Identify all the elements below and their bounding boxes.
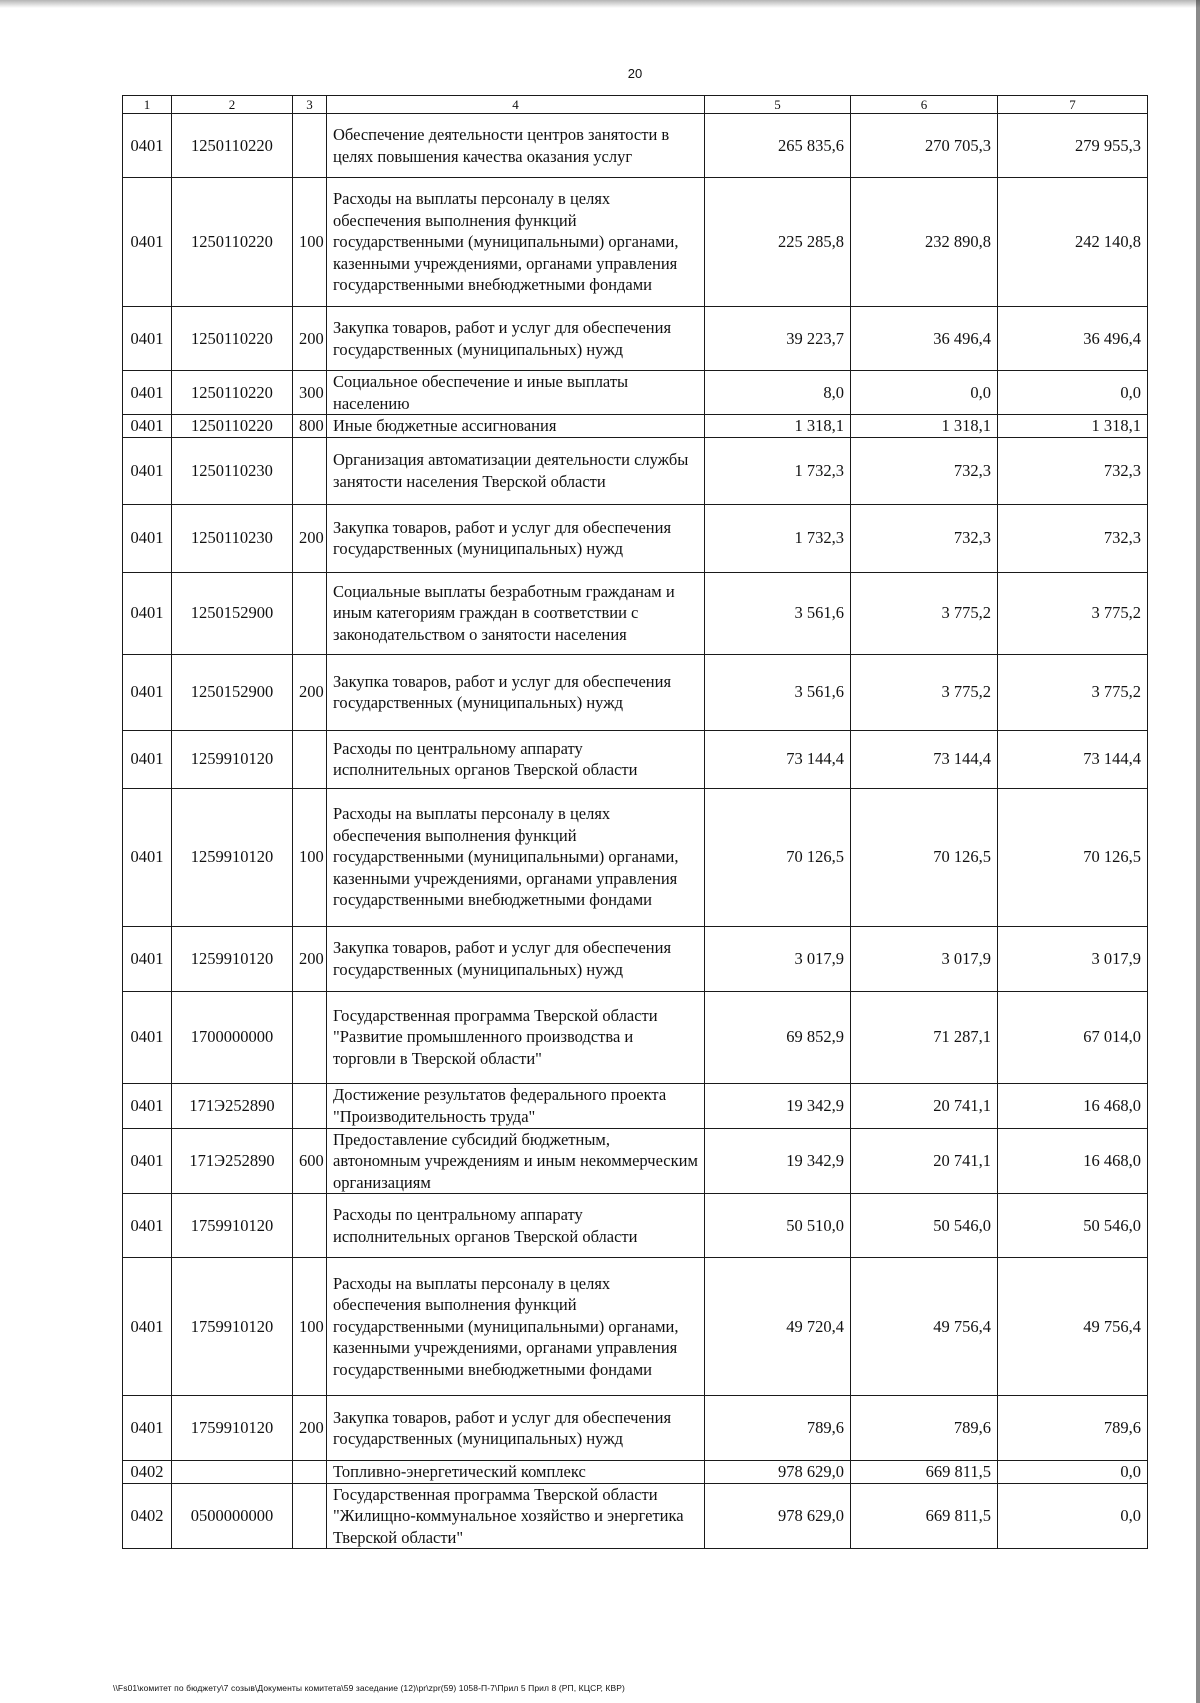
row-name: Топливно-энергетический комплекс (327, 1461, 705, 1484)
row-value-col6: 1 318,1 (851, 415, 998, 438)
row-value-col5: 19 342,9 (705, 1083, 851, 1128)
row-name: Расходы по центральному аппарату исполнительных органов Тверской области (327, 730, 705, 788)
row-section-code: 0401 (123, 1128, 172, 1194)
row-name: Расходы на выплаты персоналу в целях обеспечения выполнения функций государственными (муниципальными) органами, казенными учреждениями, органами управления государственными внебюджетными фондами (327, 1258, 705, 1396)
row-value-col7: 732,3 (998, 504, 1148, 572)
table-row (123, 1083, 1148, 1128)
row-value-col6: 20 741,1 (851, 1083, 998, 1128)
row-value-col5: 49 720,4 (705, 1258, 851, 1396)
row-expense-type: 200 (293, 926, 327, 991)
row-value-col7: 16 468,0 (998, 1128, 1148, 1194)
footer-file-path: \\Fs01\комитет по бюджету\7 созыв\Документы комитета\59 заседание (12)\pr\zpr(59) 1058-П-7\Прил 5 Прил 8 (РП, КЦСР, КВР) (113, 1683, 625, 1693)
row-expense-type: 200 (293, 504, 327, 572)
row-value-col5: 265 835,6 (705, 114, 851, 178)
header-col-4: 4 (327, 96, 705, 114)
row-section-code: 0401 (123, 572, 172, 654)
row-section-code: 0401 (123, 1083, 172, 1128)
header-col-3: 3 (293, 96, 327, 114)
row-target-code: 171Э252890 (172, 1083, 293, 1128)
header-col-5: 5 (705, 96, 851, 114)
row-target-code: 0500000000 (172, 1483, 293, 1549)
header-col-1: 1 (123, 96, 172, 114)
table-row (123, 371, 1148, 415)
row-section-code: 0401 (123, 307, 172, 371)
row-expense-type (293, 1083, 327, 1128)
row-expense-type (293, 572, 327, 654)
scan-edge-right (1196, 0, 1200, 1703)
header-col-6: 6 (851, 96, 998, 114)
row-value-col6: 50 546,0 (851, 1194, 998, 1258)
row-name: Социальное обеспечение и иные выплаты населению (327, 371, 705, 415)
row-value-col7: 3 017,9 (998, 926, 1148, 991)
row-value-col7: 0,0 (998, 371, 1148, 415)
row-section-code: 0401 (123, 788, 172, 926)
row-name: Закупка товаров, работ и услуг для обеспечения государственных (муниципальных) нужд (327, 654, 705, 730)
row-expense-type: 200 (293, 654, 327, 730)
row-expense-type (293, 1194, 327, 1258)
table-row (123, 991, 1148, 1083)
row-value-col5: 8,0 (705, 371, 851, 415)
row-name: Обеспечение деятельности центров занятости в целях повышения качества оказания услуг (327, 114, 705, 178)
table-row (123, 1258, 1148, 1396)
row-value-col6: 732,3 (851, 504, 998, 572)
row-value-col7: 67 014,0 (998, 991, 1148, 1083)
row-value-col5: 69 852,9 (705, 991, 851, 1083)
row-value-col7: 0,0 (998, 1483, 1148, 1549)
row-value-col5: 3 561,6 (705, 654, 851, 730)
row-expense-type (293, 991, 327, 1083)
row-section-code: 0401 (123, 178, 172, 307)
row-section-code: 0401 (123, 654, 172, 730)
row-value-col5: 1 732,3 (705, 504, 851, 572)
row-name: Расходы по центральному аппарату исполнительных органов Тверской области (327, 1194, 705, 1258)
row-value-col7: 70 126,5 (998, 788, 1148, 926)
row-value-col6: 669 811,5 (851, 1461, 998, 1484)
scan-edge-top (0, 0, 1200, 8)
row-value-col7: 732,3 (998, 437, 1148, 504)
row-value-col7: 3 775,2 (998, 572, 1148, 654)
row-value-col7: 50 546,0 (998, 1194, 1148, 1258)
header-col-2: 2 (172, 96, 293, 114)
row-target-code: 171Э252890 (172, 1128, 293, 1194)
row-expense-type (293, 730, 327, 788)
table-row (123, 114, 1148, 178)
row-value-col7: 279 955,3 (998, 114, 1148, 178)
row-name: Закупка товаров, работ и услуг для обеспечения государственных (муниципальных) нужд (327, 926, 705, 991)
row-value-col6: 3 775,2 (851, 572, 998, 654)
row-expense-type (293, 437, 327, 504)
row-name: Социальные выплаты безработным гражданам и иным категориям граждан в соответствии с законодательством о занятости населения (327, 572, 705, 654)
row-section-code: 0402 (123, 1461, 172, 1484)
row-target-code: 1250110220 (172, 114, 293, 178)
row-target-code: 1700000000 (172, 991, 293, 1083)
row-target-code (172, 1461, 293, 1484)
row-section-code: 0401 (123, 437, 172, 504)
row-name: Иные бюджетные ассигнования (327, 415, 705, 438)
budget-table (122, 95, 1148, 1549)
row-value-col6: 3 017,9 (851, 926, 998, 991)
row-value-col5: 70 126,5 (705, 788, 851, 926)
row-target-code: 1259910120 (172, 788, 293, 926)
row-target-code: 1759910120 (172, 1258, 293, 1396)
row-target-code: 1759910120 (172, 1396, 293, 1461)
row-target-code: 1250110220 (172, 178, 293, 307)
row-target-code: 1259910120 (172, 730, 293, 788)
row-value-col6: 669 811,5 (851, 1483, 998, 1549)
row-value-col5: 50 510,0 (705, 1194, 851, 1258)
row-value-col7: 789,6 (998, 1396, 1148, 1461)
row-value-col5: 225 285,8 (705, 178, 851, 307)
page-number: 20 (627, 66, 643, 81)
row-value-col7: 36 496,4 (998, 307, 1148, 371)
row-name: Закупка товаров, работ и услуг для обеспечения государственных (муниципальных) нужд (327, 1396, 705, 1461)
table-row (123, 437, 1148, 504)
header-col-7: 7 (998, 96, 1148, 114)
row-value-col6: 232 890,8 (851, 178, 998, 307)
row-section-code: 0401 (123, 991, 172, 1083)
row-name: Предоставление субсидий бюджетным, автономным учреждениям и иным некоммерческим организациям (327, 1128, 705, 1194)
row-section-code: 0401 (123, 926, 172, 991)
row-section-code: 0401 (123, 1258, 172, 1396)
row-value-col6: 36 496,4 (851, 307, 998, 371)
row-value-col5: 1 318,1 (705, 415, 851, 438)
row-expense-type: 200 (293, 307, 327, 371)
row-name: Государственная программа Тверской области "Развитие промышленного производства и торговли в Тверской области" (327, 991, 705, 1083)
table-body (123, 114, 1148, 1549)
table-row (123, 788, 1148, 926)
table-row (123, 1461, 1148, 1484)
row-value-col5: 3 017,9 (705, 926, 851, 991)
table-row (123, 1396, 1148, 1461)
row-section-code: 0402 (123, 1483, 172, 1549)
row-name: Расходы на выплаты персоналу в целях обеспечения выполнения функций государственными (муниципальными) органами, казенными учреждениями, органами управления государственными внебюджетными фондами (327, 788, 705, 926)
table-row (123, 1128, 1148, 1194)
row-value-col6: 70 126,5 (851, 788, 998, 926)
row-value-col7: 242 140,8 (998, 178, 1148, 307)
row-value-col6: 270 705,3 (851, 114, 998, 178)
row-value-col6: 3 775,2 (851, 654, 998, 730)
table-row (123, 307, 1148, 371)
row-target-code: 1250110220 (172, 307, 293, 371)
row-target-code: 1250110230 (172, 437, 293, 504)
table-row (123, 504, 1148, 572)
row-target-code: 1250152900 (172, 572, 293, 654)
row-name: Государственная программа Тверской области "Жилищно-коммунальное хозяйство и энергетика Тверской области" (327, 1483, 705, 1549)
row-target-code: 1250110220 (172, 415, 293, 438)
table-row (123, 730, 1148, 788)
row-value-col7: 73 144,4 (998, 730, 1148, 788)
row-name: Расходы на выплаты персоналу в целях обеспечения выполнения функций государственными (муниципальными) органами, казенными учреждениями, органами управления государственными внебюджетными фондами (327, 178, 705, 307)
table-row (123, 415, 1148, 438)
row-value-col7: 1 318,1 (998, 415, 1148, 438)
row-value-col6: 0,0 (851, 371, 998, 415)
row-value-col6: 789,6 (851, 1396, 998, 1461)
row-target-code: 1250110230 (172, 504, 293, 572)
row-value-col7: 16 468,0 (998, 1083, 1148, 1128)
row-value-col5: 1 732,3 (705, 437, 851, 504)
row-expense-type: 600 (293, 1128, 327, 1194)
table-row (123, 654, 1148, 730)
row-value-col5: 3 561,6 (705, 572, 851, 654)
table-row (123, 1483, 1148, 1549)
row-value-col7: 0,0 (998, 1461, 1148, 1484)
row-expense-type: 800 (293, 415, 327, 438)
row-expense-type: 100 (293, 788, 327, 926)
row-value-col6: 732,3 (851, 437, 998, 504)
row-name: Достижение результатов федерального проекта "Производительность труда" (327, 1083, 705, 1128)
row-value-col5: 978 629,0 (705, 1461, 851, 1484)
row-section-code: 0401 (123, 504, 172, 572)
row-value-col6: 73 144,4 (851, 730, 998, 788)
row-value-col6: 20 741,1 (851, 1128, 998, 1194)
row-section-code: 0401 (123, 730, 172, 788)
row-name: Организация автоматизации деятельности службы занятости населения Тверской области (327, 437, 705, 504)
header-row (123, 96, 1148, 114)
row-value-col7: 3 775,2 (998, 654, 1148, 730)
row-value-col5: 39 223,7 (705, 307, 851, 371)
table-row (123, 1194, 1148, 1258)
row-value-col5: 19 342,9 (705, 1128, 851, 1194)
row-target-code: 1250110220 (172, 371, 293, 415)
row-value-col5: 789,6 (705, 1396, 851, 1461)
row-value-col5: 978 629,0 (705, 1483, 851, 1549)
row-value-col7: 49 756,4 (998, 1258, 1148, 1396)
row-expense-type: 100 (293, 1258, 327, 1396)
row-section-code: 0401 (123, 415, 172, 438)
row-expense-type: 100 (293, 178, 327, 307)
table-row (123, 572, 1148, 654)
row-section-code: 0401 (123, 1396, 172, 1461)
row-target-code: 1250152900 (172, 654, 293, 730)
row-section-code: 0401 (123, 1194, 172, 1258)
row-value-col6: 71 287,1 (851, 991, 998, 1083)
row-name: Закупка товаров, работ и услуг для обеспечения государственных (муниципальных) нужд (327, 504, 705, 572)
table-row (123, 178, 1148, 307)
row-section-code: 0401 (123, 371, 172, 415)
row-expense-type: 200 (293, 1396, 327, 1461)
row-name: Закупка товаров, работ и услуг для обеспечения государственных (муниципальных) нужд (327, 307, 705, 371)
row-expense-type (293, 1483, 327, 1549)
table-row (123, 926, 1148, 991)
row-expense-type: 300 (293, 371, 327, 415)
row-target-code: 1759910120 (172, 1194, 293, 1258)
row-expense-type (293, 1461, 327, 1484)
row-section-code: 0401 (123, 114, 172, 178)
row-value-col6: 49 756,4 (851, 1258, 998, 1396)
row-expense-type (293, 114, 327, 178)
row-value-col5: 73 144,4 (705, 730, 851, 788)
row-target-code: 1259910120 (172, 926, 293, 991)
